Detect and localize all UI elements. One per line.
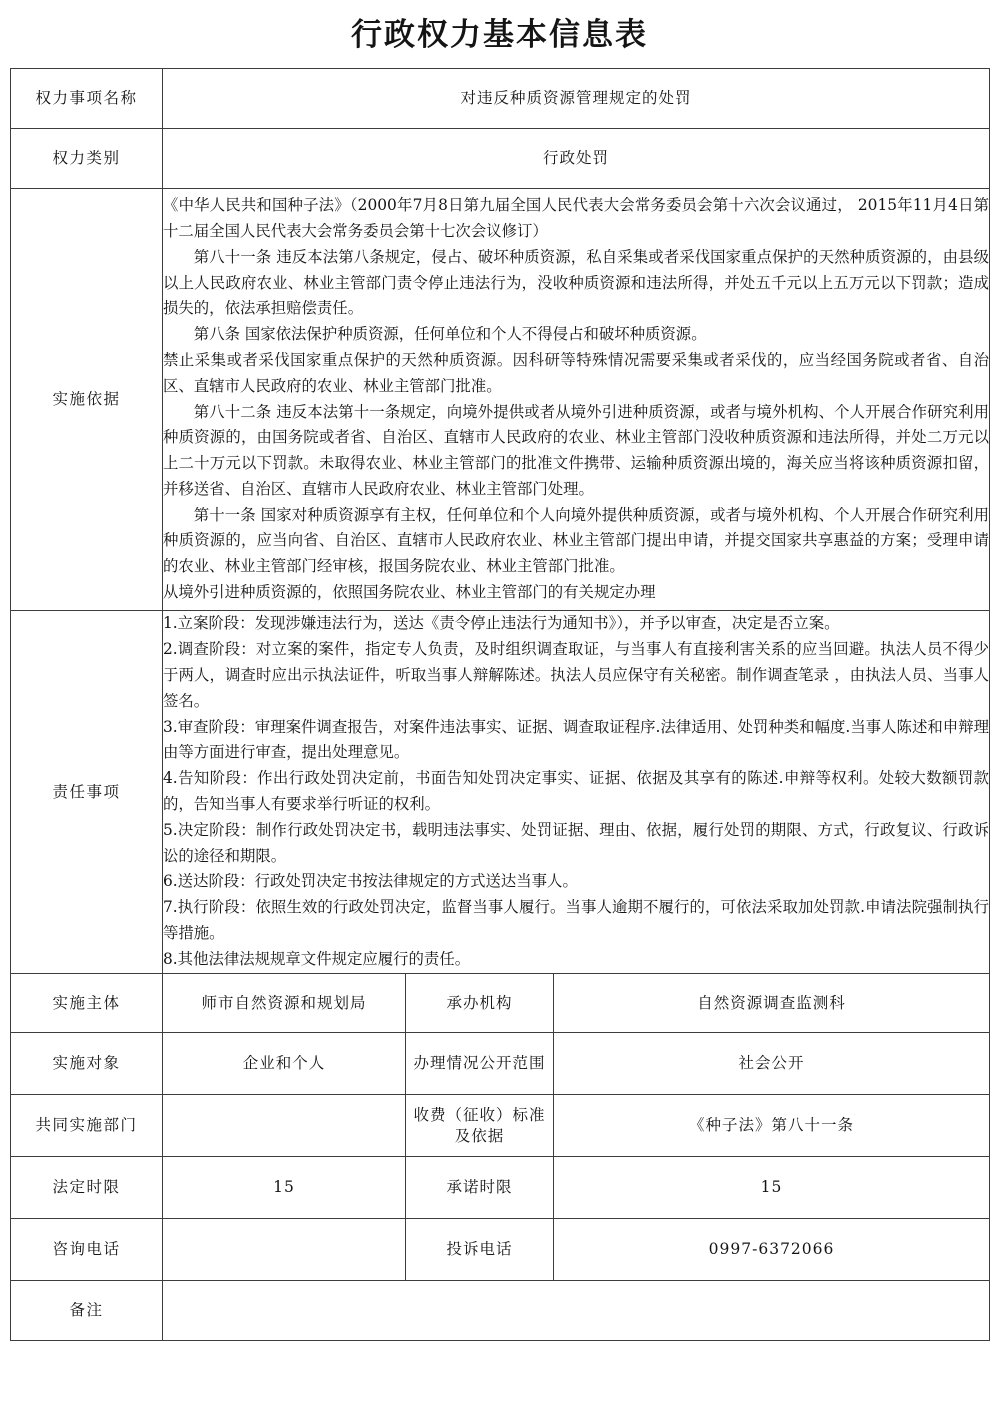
row-value-implementing-subject: 师市自然资源和规划局 — [163, 974, 406, 1033]
responsibility-item: 5.决定阶段：制作行政处罚决定书，载明违法事实、处罚证据、理由、依据，履行处罚的期限、方式，行政复议、行政诉讼的途径和期限。 — [163, 820, 990, 865]
row-value-responsibility — [163, 611, 990, 974]
legal-basis-paragraph: 禁止采集或者采伐国家重点保护的天然种质资源。因科研等特殊情况需要采集或者采伐的，应当经国务院或者省、自治区、直辖市人民政府的农业、林业主管部门批准。 — [163, 350, 990, 395]
row-label-legal-basis: 实施依据 — [11, 189, 163, 611]
legal-basis-paragraphs — [163, 193, 989, 606]
row-value-power-category: 行政处罚 — [163, 129, 990, 189]
row-label-joint-department: 共同实施部门 — [11, 1095, 163, 1157]
responsibility-item: 8.其他法律法规规章文件规定应履行的责任。 — [163, 949, 471, 968]
row-value-promised-limit: 15 — [554, 1157, 990, 1219]
row-value-handling-agency: 自然资源调查监测科 — [554, 974, 990, 1033]
legal-basis-paragraph: 第十一条 国家对种质资源享有主权，任何单位和个人向境外提供种质资源，或者与境外机构、个人开展合作研究利用种质资源的，应当向省、自治区、直辖市人民政府农业、林业主管部门提出申请，并提交国家共享惠益的方案；受理申请的农业、林业主管部门经审核，报国务院农业、林业主管部门批准。 — [163, 505, 990, 576]
responsibility-item: 7.执行阶段：依照生效的行政处罚决定，监督当事人履行。当事人逾期不履行的，可依法采取加处罚款.申请法院强制执行等措施。 — [163, 898, 990, 942]
responsibility-item: 1.立案阶段：发现涉嫌违法行为，送达《责令停止违法行为通知书》），并予以审查，决定是否立案。 — [163, 614, 840, 633]
row-label-fee-standard: 收费（征收）标准及依据 — [406, 1095, 554, 1157]
row-value-consult-phone — [163, 1219, 406, 1281]
row-value-remarks — [163, 1281, 990, 1341]
row-value-implementing-object: 企业和个人 — [163, 1033, 406, 1095]
row-label-responsibility: 责任事项 — [11, 611, 163, 974]
legal-basis-paragraph: 从境外引进种质资源的，依照国务院农业、林业主管部门的有关规定办理 — [163, 583, 656, 602]
legal-basis-paragraph: 第八条 国家依法保护种质资源，任何单位和个人不得侵占和破坏种质资源。 — [193, 325, 707, 344]
legal-basis-paragraph: 《中华人民共和国种子法》（2000年7月8日第九届全国人民代表大会常务委员会第十六次会议通过， 2015年11月4日第十二届全国人民代表大会常务委员会第十七次会议修订） — [163, 196, 990, 240]
row-label-handling-agency: 承办机构 — [406, 974, 554, 1033]
table-row — [11, 69, 990, 129]
responsibility-item: 4.告知阶段：作出行政处罚决定前，书面告知处罚决定事实、证据、依据及其享有的陈述.申辩等权利。处较大数额罚款的，告知当事人有要求举行听证的权利。 — [163, 769, 990, 813]
table-row — [11, 1219, 990, 1281]
row-label-power-item-name: 权力事项名称 — [11, 69, 163, 129]
row-value-complaint-phone: 0997-6372066 — [554, 1219, 990, 1281]
row-label-remarks: 备注 — [11, 1281, 163, 1341]
row-label-disclosure-scope: 办理情况公开范围 — [406, 1033, 554, 1095]
row-value-fee-standard: 《种子法》第八十一条 — [554, 1095, 990, 1157]
table-row — [11, 1281, 990, 1341]
row-value-legal-basis — [163, 189, 990, 611]
row-label-promised-limit: 承诺时限 — [406, 1157, 554, 1219]
responsibility-item: 2.调查阶段：对立案的案件，指定专人负责，及时组织调查取证，与当事人有直接利害关系的应当回避。执法人员不得少于两人，调查时应出示执法证件，听取当事人辩解陈述。执法人员应保守有关秘密。制作调查笔录 ，由执法人员、当事人签名。 — [163, 640, 990, 710]
legal-basis-paragraph: 第八十二条 违反本法第十一条规定，向境外提供或者从境外引进种质资源，或者与境外机构、个人开展合作研究利用种质资源的，由国务院或者省、自治区、直辖市人民政府的农业、林业主管部门没收种质资源和违法所得，并处二万元以上二十万元以下罚款。未取得农业、林业主管部门的批准文件携带、运输种质资源出境的，海关应当将该种质资源扣留，并移送省、自治区、直辖市人民政府农业、林业主管部门处理。 — [163, 402, 990, 498]
table-row — [11, 1157, 990, 1219]
table-row — [11, 129, 990, 189]
row-label-consult-phone: 咨询电话 — [11, 1219, 163, 1281]
row-label-complaint-phone: 投诉电话 — [406, 1219, 554, 1281]
administrative-power-info-table — [10, 68, 990, 1341]
responsibility-item: 3.审查阶段：审理案件调查报告，对案件违法事实、证据、调查取证程序.法律适用、处罚种类和幅度.当事人陈述和申辩理由等方面进行审查，提出处理意见。 — [163, 717, 990, 762]
row-value-statutory-limit: 15 — [163, 1157, 406, 1219]
row-label-power-category: 权力类别 — [11, 129, 163, 189]
row-value-disclosure-scope: 社会公开 — [554, 1033, 990, 1095]
table-row — [11, 974, 990, 1033]
row-label-statutory-limit: 法定时限 — [11, 1157, 163, 1219]
table-row — [11, 1095, 990, 1157]
table-row — [11, 1033, 990, 1095]
row-label-implementing-subject: 实施主体 — [11, 974, 163, 1033]
legal-basis-paragraph: 第八十一条 违反本法第八条规定，侵占、破坏种质资源，私自采集或者采伐国家重点保护的天然种质资源的，由县级以上人民政府农业、林业主管部门责令停止违法行为，没收种质资源和违法所得，并处五千元以上五万元以下罚款；造成损失的，依法承担赔偿责任。 — [163, 247, 990, 318]
row-label-implementing-object: 实施对象 — [11, 1033, 163, 1095]
table-row — [11, 611, 990, 974]
table-row — [11, 189, 990, 611]
row-value-power-item-name: 对违反种质资源管理规定的处罚 — [163, 69, 990, 129]
responsibility-items — [163, 611, 989, 972]
page-title: 行政权力基本信息表 — [351, 17, 648, 53]
responsibility-item: 6.送达阶段：行政处罚决定书按法律规定的方式送达当事人。 — [163, 872, 578, 891]
row-value-joint-department — [163, 1095, 406, 1157]
